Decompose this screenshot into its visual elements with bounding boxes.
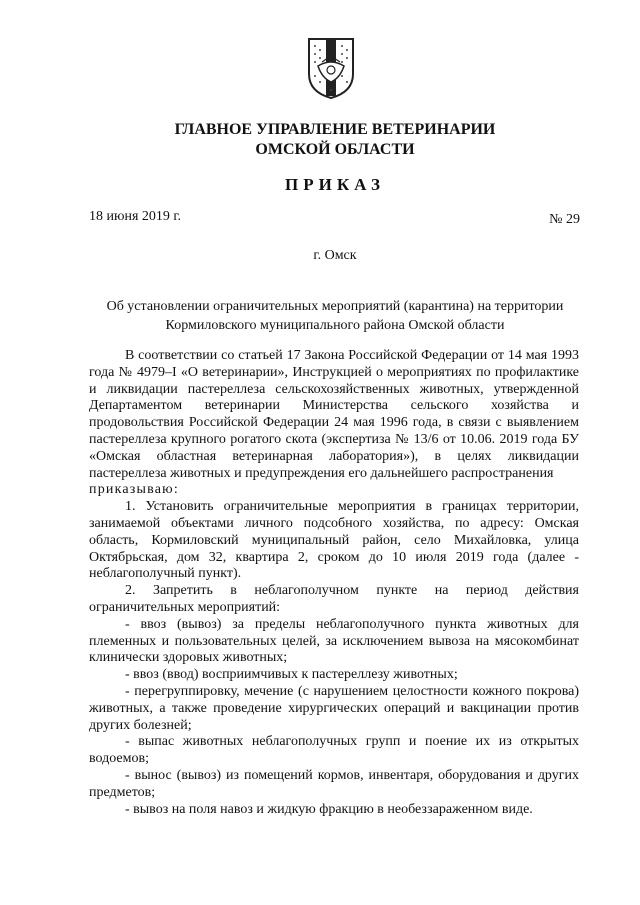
prohibition-bullet: - перегруппировку, мечение (с нарушением целостности кожного покрова) животных, а также проведение хирургических операций и вакцинации против других болезней; [89,683,579,733]
order-subject [70,297,600,335]
order-date: 18 июня 2019 г. [89,209,182,224]
subject-line1: Об установлении ограничительных мероприятий (карантина) на территории [106,299,564,314]
preamble-paragraph: В соответствии со статьей 17 Закона Российской Федерации от 14 мая 1993 года № 4979–I «О ветеринарии», Инструкцией о мероприятиях по профилактике и ликвидации пастереллеза сельскохозяйственных животных, утвержденной Департаментом ветеринарии Министерства сельского хозяйства и продовольствия Российской Федерации 24 мая 1996 года, в связи с выявлением пастереллеза крупного рогатого скота (экспертиза № 13/6 от 10.06. 2019 года БУ «Омская областная ветеринарная лаборатория»), в целях ликвидации пастереллеза животных и предупреждения его дальнейшего распространения [89,348,579,481]
prohibition-bullet: - вынос (вывоз) из помещений кормов, инвентаря, оборудования и других предметов; [89,767,579,800]
organization-name-line1: ГЛАВНОЕ УПРАВЛЕНИЕ ВЕТЕРИНАРИИ [174,121,496,138]
prohibition-bullet: - ввоз (ввод) восприимчивых к пастереллезу животных; [125,667,458,683]
coat-of-arms-emblem [306,36,356,100]
prohibition-bullet: - ввоз (вывоз) за пределы неблагополучного пункта животных для племенных и пользовательных целей, за исключением вывоза на мясокомбинат клинически здоровых животных; [89,616,579,666]
organization-name-line2: ОМСКОЙ ОБЛАСТИ [255,141,415,158]
order-city: г. Омск [313,248,357,263]
item-1-paragraph: 1. Установить ограничительные мероприятия в границах территории, занимаемой объектами личного подсобного хозяйства, по адресу: Омская область, Кормиловский муниципальный район, село Михайловка, улица Октябрьская, дом 32, квартира 2, сроком до 10 июля 2019 года (далее - неблагополучный пункт). [89,499,579,582]
document-type-title: ПРИКАЗ [285,175,385,194]
order-body [89,348,579,818]
subject-line2: Кормиловского муниципального района Омской области [165,318,505,333]
prohibition-bullet: - вывоз на поля навоз и жидкую фракцию в необеззараженном виде. [125,801,533,817]
order-word: приказываю: [89,482,179,498]
prohibition-bullet: - выпас животных неблагополучных групп и поение их из открытых водоемов; [89,734,579,767]
order-number: № 29 [549,212,580,227]
item-2-paragraph: 2. Запретить в неблагополучном пункте на период действия ограничительных мероприятий: [89,583,579,615]
